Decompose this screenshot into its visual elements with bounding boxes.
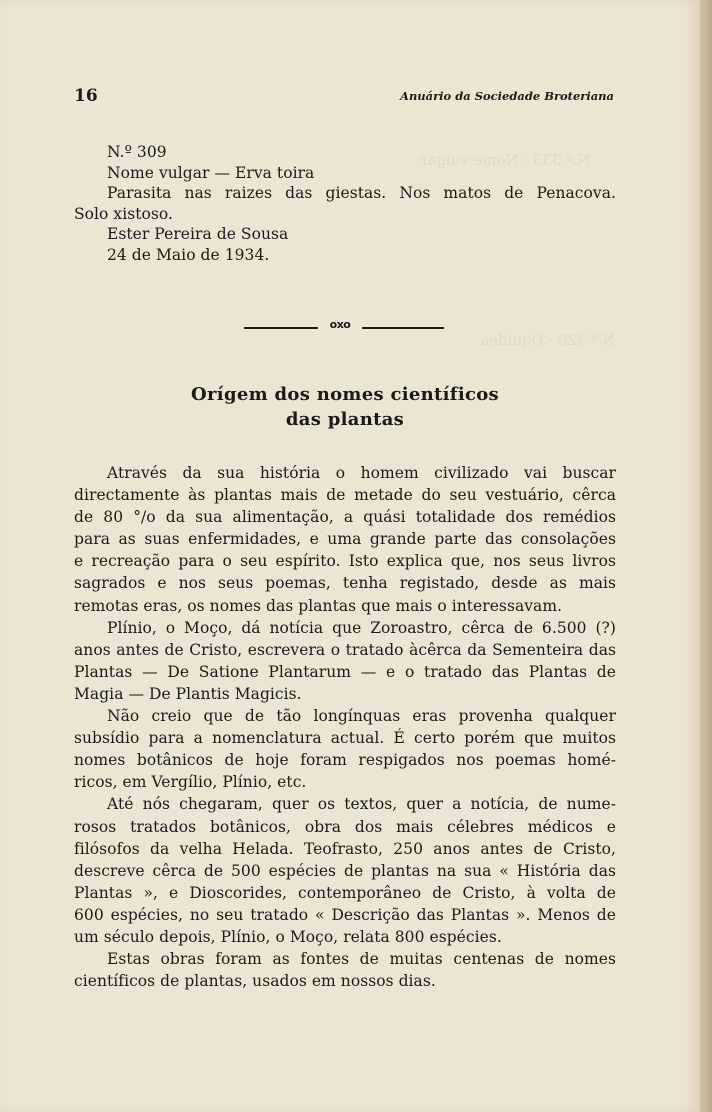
show-through-text: N.º 328 · Oquidea bbox=[480, 331, 616, 349]
paragraph-line: descreve cêrca de 500 espécies de plantas na sua « História das bbox=[74, 861, 616, 880]
entry-collector: Ester Pereira de Sousa bbox=[107, 225, 289, 243]
paragraph-line: Plínio, o Moço, dá notícia que Zoroastro, cêrca de 6.500 (?) bbox=[107, 618, 616, 637]
paragraph-line: sagrados e nos seus poemas, tenha registado, desde as mais bbox=[74, 574, 616, 593]
entry-common-name: Nome vulgar — Erva toira bbox=[107, 163, 315, 182]
paragraph-line: Não creio que de tão longínquas eras provenha qualquer bbox=[107, 707, 616, 726]
paragraph-line: nomes botânicos de hoje foram respigados nos poemas homé- bbox=[74, 751, 616, 770]
divider-rule-right bbox=[362, 327, 444, 329]
paragraph-line: para as suas enfermidades, e uma grande parte das consolações bbox=[74, 530, 616, 549]
specimen-entry bbox=[74, 142, 616, 265]
paragraph-line: directamente às plantas mais de metade do seu vestuário, cêrca bbox=[74, 486, 616, 505]
paragraph-line: subsídio para a nomenclatura actual. É certo porém que muitos bbox=[74, 729, 616, 748]
entry-date: 24 de Maio de 1934. bbox=[107, 245, 270, 264]
paragraph-line: ricos, em Vergílio, Plínio, etc. bbox=[74, 773, 307, 792]
section-title bbox=[74, 382, 616, 432]
section-divider bbox=[244, 318, 444, 333]
paragraph-line: 600 espécies, no seu tratado « Descrição das Plantas ». Menos de bbox=[74, 905, 616, 924]
paragraph-line: remotas eras, os nomes das plantas que mais o interessavam. bbox=[74, 596, 563, 615]
entry-habitat-line: Parasita nas raizes das giestas. Nos matos de Penacova. bbox=[107, 184, 616, 202]
paragraph-line: Estas obras foram as fontes de muitas centenas de nomes bbox=[107, 950, 616, 969]
paragraph-line: filósofos da velha Helada. Teofrasto, 250 anos antes de Cristo, bbox=[74, 839, 616, 858]
article-body bbox=[74, 462, 616, 992]
paragraph-line: anos antes de Cristo, escrevera o tratado àcêrca da Sementeira das bbox=[74, 640, 616, 659]
paragraph-line: Magia — De Plantis Magicis. bbox=[74, 684, 302, 703]
paragraph-line: um século depois, Plínio, o Moço, relata 800 espécies. bbox=[74, 927, 502, 946]
paragraph-line: científicos de plantas, usados em nossos dias. bbox=[74, 972, 436, 991]
page-edge bbox=[700, 0, 712, 1112]
paragraph-line: rosos tratados botânicos, obra dos mais célebres médicos e bbox=[74, 817, 616, 836]
section-title-line: Orígem dos nomes científicos bbox=[191, 384, 499, 405]
divider-rule-left bbox=[244, 327, 318, 329]
paragraph-line: Plantas », e Dioscorides, contemporâneo de Cristo, à volta de bbox=[74, 883, 616, 902]
section-title-line: das plantas bbox=[285, 409, 405, 430]
divider-ornament: oxo bbox=[329, 318, 351, 331]
show-through-text: N.º 333 · Nome vulgar bbox=[420, 151, 591, 169]
paragraph-line: Através da sua história o homem civilizado vai buscar bbox=[107, 464, 616, 482]
paragraph-line: de 80 °/o da sua alimentação, a quási totalidade dos remédios bbox=[74, 508, 616, 527]
paragraph-line: e recreação para o seu espírito. Isto explica que, nos seus livros bbox=[74, 552, 616, 571]
page-header bbox=[74, 86, 614, 106]
entry-habitat-line: Solo xistoso. bbox=[74, 204, 173, 223]
paragraph-line: Até nós chegaram, quer os textos, quer a notícia, de nume- bbox=[107, 795, 616, 814]
page-number: 16 bbox=[74, 86, 98, 106]
paragraph-line: Plantas — De Satione Plantarum — e o tratado das Plantas de bbox=[74, 662, 616, 681]
entry-number: N.º 309 bbox=[107, 143, 167, 161]
running-title: Anuário da Sociedade Broteriana bbox=[400, 89, 614, 103]
